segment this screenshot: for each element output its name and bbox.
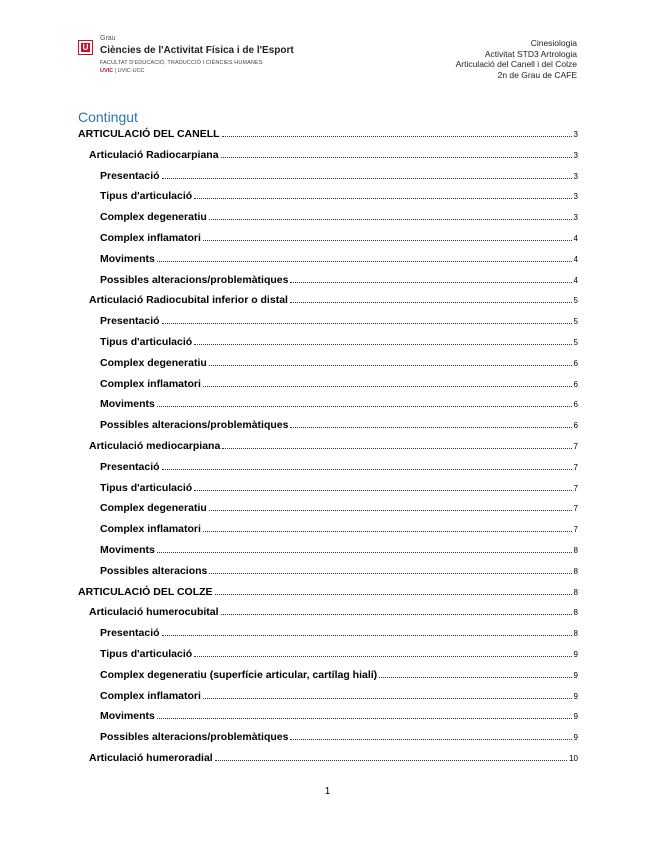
toc-entry-page: 9 <box>573 650 578 659</box>
toc-entry[interactable] <box>100 482 578 494</box>
toc-entry-title: Moviments <box>100 398 155 411</box>
toc-entry-title: Presentació <box>100 460 160 473</box>
toc-entry[interactable] <box>100 357 578 369</box>
toc-entry-page: 8 <box>573 587 578 597</box>
toc-entry-page: 3 <box>573 130 578 139</box>
toc-entry[interactable] <box>100 274 578 286</box>
toc-entry-title: Moviments <box>100 544 155 556</box>
toc-entry-title: Presentació <box>100 169 160 182</box>
toc-entry-title: Articulació humeroradial <box>89 752 213 764</box>
toc-entry[interactable] <box>100 690 578 702</box>
toc-entry-title: Articulació mediocarpiana <box>89 440 221 452</box>
toc-entry[interactable] <box>100 211 578 223</box>
toc-entry-page: 9 <box>573 712 578 722</box>
grau-label: Grau <box>100 35 116 42</box>
toc-dot-leader <box>290 427 571 428</box>
toc-entry[interactable] <box>100 502 578 514</box>
toc-dot-leader <box>203 698 572 699</box>
toc-entry-title: Articulació Radiocarpiana <box>89 148 219 161</box>
toc-entry-page: 6 <box>573 421 578 431</box>
toc-entry-page: 3 <box>573 150 578 160</box>
toc-entry[interactable] <box>78 128 578 140</box>
toc-entry-title: Complex degeneratiu (superfície articular, cartílag hialí) <box>100 668 378 681</box>
toc-entry-title: Complex inflamatori <box>100 377 201 390</box>
toc-dot-leader <box>157 406 572 407</box>
toc-entry[interactable] <box>100 170 578 182</box>
toc-entry-page: 3 <box>573 192 578 202</box>
toc-entry-page: 4 <box>573 234 578 243</box>
toc-entry[interactable] <box>89 149 578 161</box>
degree-name: Ciències de l'Activitat Física i de l'Esport <box>100 45 294 56</box>
toc-entry[interactable] <box>100 565 578 577</box>
toc-entry-page: 4 <box>573 254 578 264</box>
toc-dot-leader <box>221 614 572 615</box>
toc-entry-title: Articulació Radiocubital inferior o distal <box>89 294 288 307</box>
toc-entry-page: 8 <box>573 566 578 576</box>
toc-dot-leader <box>194 344 571 345</box>
university-logo <box>78 40 93 55</box>
toc-entry[interactable] <box>89 606 578 618</box>
toc-entry-page: 8 <box>573 608 578 618</box>
toc-entry[interactable] <box>100 669 578 681</box>
toc-entry-title: Complex degeneratiu <box>100 211 207 224</box>
toc-entry[interactable] <box>100 253 578 265</box>
uvic-mark: UVIC <box>100 68 114 74</box>
toc-entry-page: 6 <box>573 358 578 368</box>
toc-title: Contingut <box>78 109 138 125</box>
toc-entry-page: 9 <box>573 670 578 680</box>
toc-entry-page: 5 <box>573 296 578 306</box>
toc-entry-title: Presentació <box>100 627 160 640</box>
header-right-block <box>456 38 577 80</box>
toc-dot-leader <box>194 198 571 199</box>
toc-entry[interactable] <box>100 731 578 743</box>
toc-entry-title: Complex degeneratiu <box>100 502 207 515</box>
toc-entry-title: Moviments <box>100 710 155 723</box>
toc-entry-title: Complex inflamatori <box>100 523 201 536</box>
toc-entry-page: 7 <box>573 442 578 451</box>
toc-entry[interactable] <box>89 752 578 764</box>
toc-dot-leader <box>209 365 572 366</box>
toc-entry-page: 7 <box>573 462 578 472</box>
toc-entry-title: Possibles alteracions/problemàtiques <box>100 731 289 744</box>
page-number: 1 <box>324 786 331 797</box>
toc-entry-title: Possibles alteracions/problemàtiques <box>100 273 289 286</box>
toc-entry-title: ARTICULACIÓ DEL CANELL <box>78 128 220 140</box>
toc-entry[interactable] <box>100 190 578 202</box>
toc-entry-title: Complex degeneratiu <box>100 356 207 369</box>
uvic-ucc: | UVIC-UCC <box>113 68 145 74</box>
toc-dot-leader <box>209 573 571 574</box>
toc-entry-title: Tipus d'articulació <box>100 648 193 660</box>
toc-dot-leader <box>209 219 572 220</box>
toc-dot-leader <box>203 531 572 532</box>
toc-entry-title: Articulació humerocubital <box>89 606 219 619</box>
toc-entry[interactable] <box>89 294 578 306</box>
toc-dot-leader <box>157 552 572 553</box>
toc-entry[interactable] <box>100 336 578 348</box>
toc-dot-leader <box>222 448 571 449</box>
toc-entry-page: 5 <box>573 338 578 347</box>
toc-entry[interactable] <box>78 586 578 598</box>
toc-dot-leader <box>162 469 572 470</box>
toc-entry[interactable] <box>100 419 578 431</box>
header-activity: Activitat STD3 Artrologia <box>484 48 577 59</box>
toc-dot-leader <box>157 718 572 719</box>
toc-entry-page: 7 <box>573 504 578 514</box>
toc-dot-leader <box>290 739 571 740</box>
toc-dot-leader <box>221 157 572 158</box>
toc-entry-title: Tipus d'articulació <box>100 481 193 494</box>
toc-entry-page: 9 <box>573 733 578 743</box>
toc-entry[interactable] <box>89 440 578 452</box>
toc-entry[interactable] <box>100 232 578 244</box>
toc-dot-leader <box>157 261 572 262</box>
toc-entry[interactable] <box>100 648 578 660</box>
toc-entry-title: Possibles alteracions <box>100 564 208 577</box>
toc-dot-leader <box>222 136 572 137</box>
toc-dot-leader <box>194 656 571 657</box>
toc-entry-title: Tipus d'articulació <box>100 336 193 348</box>
toc-entry[interactable] <box>100 461 578 473</box>
header-subject: Cinesiologia <box>530 38 577 48</box>
toc-entry-page: 8 <box>573 546 578 555</box>
toc-entry-page: 9 <box>573 691 578 701</box>
toc-entry-title: Moviments <box>100 252 155 265</box>
toc-entry-page: 3 <box>573 171 578 181</box>
toc-entry-page: 3 <box>573 213 578 223</box>
toc-dot-leader <box>290 302 572 303</box>
toc-entry-page: 4 <box>573 275 578 285</box>
toc-entry-page: 7 <box>573 525 578 535</box>
toc-dot-leader <box>194 490 571 491</box>
university-name <box>100 68 145 74</box>
toc-entry[interactable] <box>100 523 578 535</box>
toc-entry-title: Possibles alteracions/problemàtiques <box>100 419 289 432</box>
toc-entry-title: Complex inflamatori <box>100 689 201 702</box>
toc-entry-title: Complex inflamatori <box>100 232 201 244</box>
toc-entry-title: ARTICULACIÓ DEL COLZE <box>78 585 213 598</box>
toc-entry-page: 6 <box>573 379 578 389</box>
logo-letter: U <box>82 43 89 52</box>
toc-dot-leader <box>162 323 572 324</box>
toc-entry[interactable] <box>100 627 578 639</box>
toc-entry-page: 8 <box>573 629 578 639</box>
toc-entry[interactable] <box>100 710 578 722</box>
toc-dot-leader <box>162 178 572 179</box>
toc-entry[interactable] <box>100 378 578 390</box>
toc-dot-leader <box>162 635 572 636</box>
toc-dot-leader <box>215 594 572 595</box>
header-topic: Articulació del Canell i del Colze <box>455 59 577 69</box>
header-course: 2n de Grau de CAFE <box>497 69 577 80</box>
toc-entry-page: 6 <box>573 400 578 410</box>
toc-dot-leader <box>215 760 567 761</box>
faculty-name: FACULTAT D'EDUCACIÓ, TRADUCCIÓ I CIÈNCIES HUMANES <box>100 60 263 66</box>
toc-entry-page: 5 <box>573 317 578 327</box>
toc-entry[interactable] <box>100 544 578 556</box>
toc-dot-leader <box>203 240 572 241</box>
toc-entry[interactable] <box>100 398 578 410</box>
toc-dot-leader <box>209 510 572 511</box>
toc-dot-leader <box>290 282 571 283</box>
toc-entry-title: Tipus d'articulació <box>100 190 193 203</box>
toc-entry-page: 10 <box>569 754 578 763</box>
page-header <box>0 0 655 100</box>
toc-entry-title: Presentació <box>100 315 160 328</box>
toc-dot-leader <box>203 386 572 387</box>
toc-dot-leader <box>379 677 571 678</box>
toc-entry[interactable] <box>100 315 578 327</box>
toc-entry-page: 7 <box>573 483 578 493</box>
